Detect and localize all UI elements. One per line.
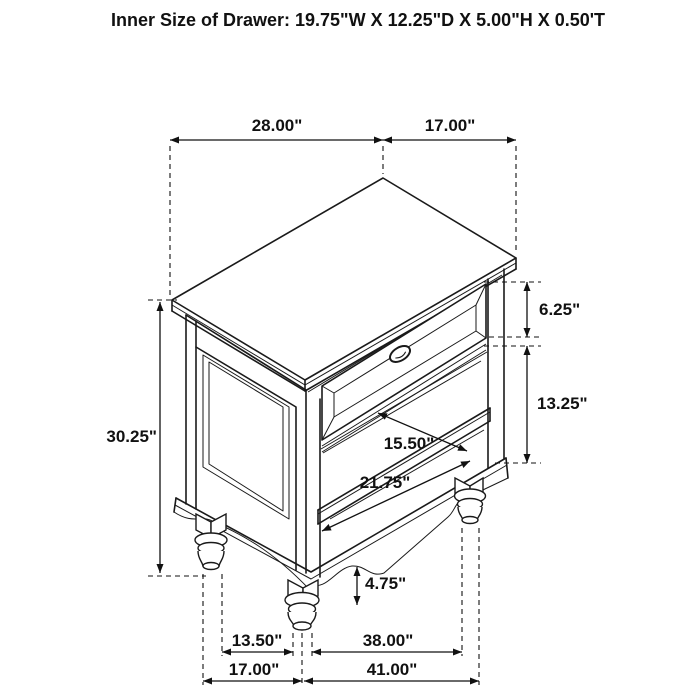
page-title: Inner Size of Drawer: 19.75"W X 12.25"D X 5.00"H X 0.50'T <box>110 10 606 30</box>
dim-top-depth-label: 17.00" <box>424 116 476 135</box>
dim-overall-depth <box>203 660 302 681</box>
dim-overall-width <box>304 660 479 681</box>
foot-left <box>195 514 227 570</box>
dim-feet-span-width-label: 38.00" <box>362 631 414 650</box>
dim-opening-height <box>527 346 588 463</box>
dim-top-width-label: 28.00" <box>251 116 303 135</box>
dim-drawer-height <box>527 282 580 337</box>
foot-right <box>455 478 486 524</box>
dim-foot-height-label: 4.75" <box>365 574 407 593</box>
dim-overall-height-label: 30.25" <box>106 427 157 446</box>
dim-feet-span-depth <box>222 631 293 652</box>
nightstand-drawing <box>172 178 516 630</box>
dim-top-width <box>170 116 383 140</box>
dim-overall-height <box>106 302 160 573</box>
dim-foot-height <box>357 567 406 605</box>
dim-overall-width-label: 41.00" <box>366 660 418 679</box>
dim-shelf-depth-label: 15.50" <box>383 434 435 453</box>
dim-top-depth <box>383 116 516 140</box>
dim-opening-height-label: 13.25" <box>537 394 588 413</box>
dim-drawer-height-label: 6.25" <box>539 300 581 319</box>
dim-feet-span-width <box>312 631 462 652</box>
dim-feet-span-depth-label: 13.50" <box>231 631 283 650</box>
tabletop <box>172 178 516 391</box>
dim-shelf-width-label: 21.75" <box>359 473 411 492</box>
dim-overall-depth-label: 17.00" <box>228 660 280 679</box>
foot-front <box>285 580 319 630</box>
dim-shelf-width <box>322 461 470 531</box>
